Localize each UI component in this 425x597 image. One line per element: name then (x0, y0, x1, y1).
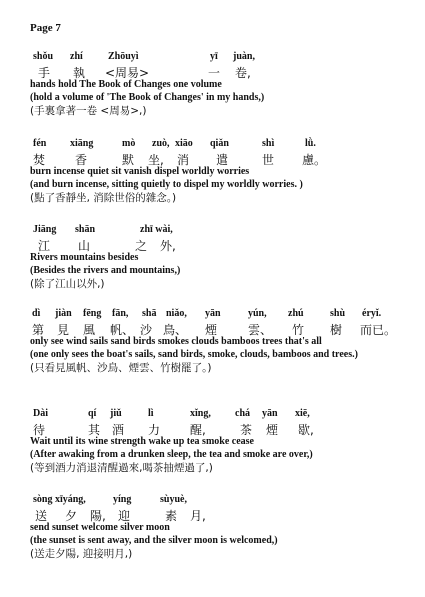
english-gloss: Rivers mountains besides (30, 252, 139, 263)
pinyin-line (30, 224, 415, 237)
chinese-char: 夕 (65, 509, 78, 523)
pinyin-line (30, 51, 415, 64)
pinyin-word: sòng xīyáng, (33, 494, 86, 505)
pinyin-word: niǎo, (166, 308, 187, 319)
chinese-char: 之 (135, 239, 148, 253)
chinese-line (30, 507, 415, 522)
pinyin-word: qí (88, 408, 97, 419)
chinese-char: 茶 (240, 423, 253, 437)
pinyin-word: zhí (70, 51, 83, 62)
pinyin-word: shǒu (33, 51, 54, 62)
chinese-char: 素 (165, 509, 178, 523)
chinese-char: 帆、 (110, 323, 135, 337)
stanza-6 (30, 494, 415, 561)
chinese-char: 煙 (205, 323, 218, 337)
pinyin-word: qiǎn (210, 138, 229, 149)
chinese-char: 雲、 (248, 323, 273, 337)
chinese-line (30, 151, 415, 166)
chinese-line (30, 321, 415, 336)
english-translation: (hold a volume of 'The Book of Changes' in my hands,) (30, 91, 265, 103)
chinese-char: 焚 (33, 153, 46, 167)
chinese-char: 其 (88, 423, 101, 437)
chinese-char: 沙 (140, 323, 153, 337)
pinyin-word: zhī wài, (140, 224, 173, 235)
pinyin-line (30, 308, 415, 321)
english-gloss: Wait until its wine strength wake up tea smoke cease (30, 436, 254, 447)
english-gloss: hands hold The Book of Changes one volume (30, 79, 222, 90)
page-label: Page 7 (30, 22, 61, 34)
stanza-3 (30, 224, 415, 291)
chinese-char: 酒 (112, 423, 125, 437)
pinyin-word: yān (262, 408, 278, 419)
english-gloss: send sunset welcome silver moon (30, 522, 170, 533)
english-translation: (and burn incense, sitting quietly to dispel my worldly worries. ) (30, 178, 303, 190)
pinyin-word: Jiāng (33, 224, 57, 235)
chinese-translation: (手裏拿著一卷 <周易>,) (30, 105, 147, 117)
pinyin-word: xiāng (70, 138, 94, 149)
pinyin-line (30, 408, 415, 421)
chinese-char: 歇, (298, 423, 314, 437)
pinyin-word: jiǔ (110, 408, 122, 419)
chinese-char: 而已。 (360, 323, 397, 337)
pinyin-word: chá (235, 408, 250, 419)
pinyin-word: shù (330, 308, 346, 319)
pinyin-word: lì (148, 408, 154, 419)
chinese-char: 力 (148, 423, 161, 437)
pinyin-word: éryǐ. (362, 308, 382, 319)
pinyin-word: mò (122, 138, 136, 149)
chinese-char: 第 (32, 323, 45, 337)
pinyin-word: fān, (112, 308, 129, 319)
chinese-char: 醒, (190, 423, 206, 437)
chinese-char: 風 (83, 323, 96, 337)
chinese-char: 世 (262, 153, 275, 167)
chinese-char: 鳥、 (163, 323, 188, 337)
chinese-char: 卷, (235, 66, 251, 80)
pinyin-word: sùyuè, (160, 494, 187, 505)
chinese-char: 一 (208, 66, 221, 80)
pinyin-word: shì (262, 138, 275, 149)
pinyin-line (30, 138, 415, 151)
stanza-4 (30, 308, 415, 375)
pinyin-word: juàn, (233, 51, 255, 62)
chinese-char: 竹 (292, 323, 305, 337)
chinese-char: 迎 (118, 509, 131, 523)
pinyin-word: Dài (33, 408, 48, 419)
pinyin-word: yī (210, 51, 218, 62)
chinese-line (30, 64, 415, 79)
chinese-translation: (除了江山以外,) (30, 278, 105, 290)
pinyin-word: xiē, (295, 408, 310, 419)
english-translation: (Besides the rivers and mountains,) (30, 264, 181, 276)
english-translation: (After awaking from a drunken sleep, the tea and smoke are over,) (30, 448, 313, 460)
chinese-char: 香 (75, 153, 88, 167)
stanza-1 (30, 51, 415, 118)
pinyin-word: dì (32, 308, 41, 319)
pinyin-word: shā (142, 308, 157, 319)
chinese-line (30, 421, 415, 436)
chinese-translation: (送走夕陽, 迎接明月,) (30, 548, 133, 560)
chinese-translation: (點了香靜坐, 消除世俗的雜念。) (30, 192, 177, 204)
english-gloss: only see wind sails sand birds smokes clouds bamboos trees that's all (30, 336, 322, 347)
pinyin-word: fēng (83, 308, 102, 319)
chinese-translation: (只看見風帆、沙鳥、煙雲、竹樹罷了。) (30, 362, 212, 374)
chinese-char: 遣 (216, 153, 229, 167)
chinese-line (30, 237, 415, 252)
pinyin-word: lǜ. (305, 138, 316, 149)
chinese-translation: (等到酒力消退清醒過來,喝茶抽煙過了,) (30, 462, 213, 474)
chinese-char: 送 (35, 509, 48, 523)
chinese-char: 江 (38, 239, 51, 253)
chinese-char: <周易> (105, 66, 150, 80)
stanza-5 (30, 408, 415, 475)
chinese-char: 默 (122, 153, 135, 167)
chinese-char: 慮。 (302, 153, 327, 167)
chinese-char: 月, (190, 509, 206, 523)
pinyin-word: xiāo (175, 138, 193, 149)
english-gloss: burn incense quiet sit vanish dispel worldly worries (30, 166, 250, 177)
english-translation: (the sunset is sent away, and the silver moon is welcomed,) (30, 534, 278, 546)
chinese-char: 消 (177, 153, 190, 167)
pinyin-word: yíng (113, 494, 132, 505)
pinyin-word: zhú (288, 308, 304, 319)
pinyin-word: jiàn (55, 308, 72, 319)
chinese-char: 外, (160, 239, 176, 253)
chinese-char: 坐, (148, 153, 164, 167)
pinyin-word: yún, (248, 308, 267, 319)
pinyin-word: fén (33, 138, 47, 149)
chinese-char: 待 (33, 423, 46, 437)
chinese-char: 見 (57, 323, 70, 337)
pinyin-word: shān (75, 224, 96, 235)
pinyin-line (30, 494, 415, 507)
chinese-char: 陽, (90, 509, 106, 523)
chinese-char: 手 (38, 66, 51, 80)
chinese-char: 執 (73, 66, 86, 80)
chinese-char: 山 (78, 239, 91, 253)
pinyin-word: xǐng, (190, 408, 211, 419)
english-translation: (one only sees the boat's sails, sand birds, smoke, clouds, bamboos and trees.) (30, 348, 358, 360)
chinese-char: 樹 (330, 323, 343, 337)
pinyin-word: zuò, (152, 138, 170, 149)
chinese-char: 煙 (266, 423, 279, 437)
pinyin-word: Zhōuyì (108, 51, 139, 62)
pinyin-word: yān (205, 308, 221, 319)
stanza-2 (30, 138, 415, 205)
